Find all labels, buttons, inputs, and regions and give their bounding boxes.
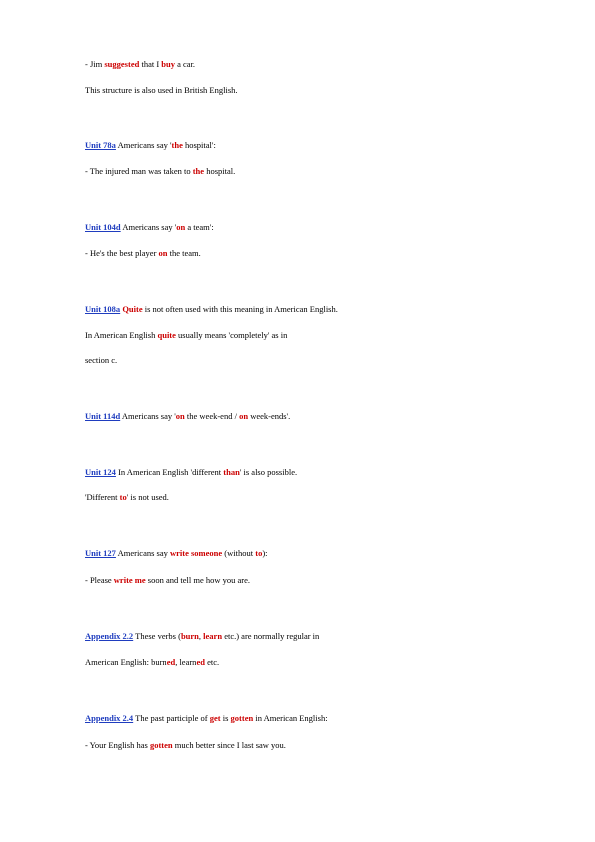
text-segment: - Please — [85, 575, 114, 585]
unit-reference-link[interactable]: Unit 124 — [85, 467, 116, 477]
unit-reference-link[interactable]: Unit 108a — [85, 304, 121, 314]
text-line — [85, 330, 287, 340]
text-segment: Americans say ' — [120, 222, 177, 232]
highlighted-word: on — [239, 411, 249, 421]
text-segment: This structure is also used in British English. — [85, 85, 238, 95]
unit-reference-link[interactable]: Unit 127 — [85, 548, 116, 558]
text-line — [85, 548, 268, 558]
text-segment: hospital. — [204, 166, 236, 176]
text-segment: soon and tell me how you are. — [145, 575, 250, 585]
highlighted-word: to — [255, 548, 263, 558]
text-line — [85, 222, 214, 232]
text-segment: The past participle of — [133, 713, 210, 723]
text-line — [85, 467, 297, 477]
text-line — [85, 248, 201, 258]
highlighted-word: ed — [166, 657, 176, 667]
highlighted-word: on — [176, 222, 186, 232]
highlighted-word: get — [209, 713, 221, 723]
text-segment: In American English — [85, 330, 158, 340]
text-line — [85, 492, 169, 502]
text-segment: (without — [222, 548, 256, 558]
text-segment: week-ends'. — [248, 411, 291, 421]
text-segment: the week-end / — [184, 411, 240, 421]
text-segment: Americans say — [115, 548, 170, 558]
text-segment: much better since I last saw you. — [172, 740, 286, 750]
text-segment: - The injured man was taken to — [85, 166, 193, 176]
highlighted-word: burn — [180, 631, 199, 641]
highlighted-word: write me — [113, 575, 146, 585]
highlighted-word: Quite — [122, 304, 143, 314]
text-line — [85, 140, 216, 150]
text-line — [85, 631, 319, 641]
highlighted-word: on — [175, 411, 185, 421]
unit-reference-link[interactable]: Appendix 2.4 — [85, 713, 134, 723]
text-segment: usually means 'completely' as in — [175, 330, 288, 340]
highlighted-word: ed — [196, 657, 205, 667]
text-line — [85, 713, 328, 723]
text-segment: Americans say ' — [120, 411, 176, 421]
text-segment: is not often used with this meaning in American English. — [142, 304, 338, 314]
text-segment: In American English 'different — [115, 467, 224, 477]
text-segment: These verbs ( — [133, 631, 181, 641]
text-segment: - Your English has — [85, 740, 150, 750]
text-segment: etc. — [204, 657, 220, 667]
text-segment: etc.) are normally regular in — [222, 631, 320, 641]
highlighted-word: buy — [161, 59, 175, 69]
text-line — [85, 85, 238, 95]
text-segment: ): — [262, 548, 268, 558]
highlighted-word: gotten — [230, 713, 254, 723]
text-line — [85, 304, 338, 314]
text-segment: , learn — [175, 657, 197, 667]
text-segment: ' is also possible. — [239, 467, 298, 477]
highlighted-word: to — [119, 492, 127, 502]
text-segment: that I — [139, 59, 162, 69]
text-line — [85, 740, 286, 750]
text-segment: hospital': — [182, 140, 216, 150]
text-segment: a car. — [175, 59, 196, 69]
text-segment: - He's the best player — [85, 248, 159, 258]
unit-reference-link[interactable]: Unit 114d — [85, 411, 121, 421]
text-line — [85, 657, 219, 667]
text-segment: section c. — [85, 355, 118, 365]
text-segment: - Jim — [85, 59, 105, 69]
highlighted-word: quite — [157, 330, 176, 340]
highlighted-word: learn — [203, 631, 223, 641]
text-line — [85, 355, 117, 365]
text-line — [85, 166, 235, 176]
highlighted-word: the — [192, 166, 205, 176]
highlighted-word: than — [223, 467, 240, 477]
unit-reference-link[interactable]: Unit 104d — [85, 222, 121, 232]
highlighted-word: gotten — [149, 740, 173, 750]
unit-reference-link[interactable]: Appendix 2.2 — [85, 631, 134, 641]
text-segment: , — [198, 631, 204, 641]
highlighted-word: on — [158, 248, 168, 258]
text-segment: the team. — [167, 248, 201, 258]
highlighted-word: the — [171, 140, 183, 150]
highlighted-word: suggested — [104, 59, 140, 69]
unit-reference-link[interactable]: Unit 78a — [85, 140, 116, 150]
text-segment: American English: burn — [85, 657, 167, 667]
text-segment: in American English: — [253, 713, 328, 723]
text-segment: ' is not used. — [126, 492, 169, 502]
text-segment: is — [220, 713, 231, 723]
text-line — [85, 575, 250, 585]
text-line — [85, 411, 290, 421]
text-segment: 'Different — [85, 492, 120, 502]
highlighted-word: write someone — [170, 548, 223, 558]
text-line — [85, 59, 195, 69]
text-segment: Americans say ' — [115, 140, 172, 150]
text-segment: a team': — [185, 222, 214, 232]
